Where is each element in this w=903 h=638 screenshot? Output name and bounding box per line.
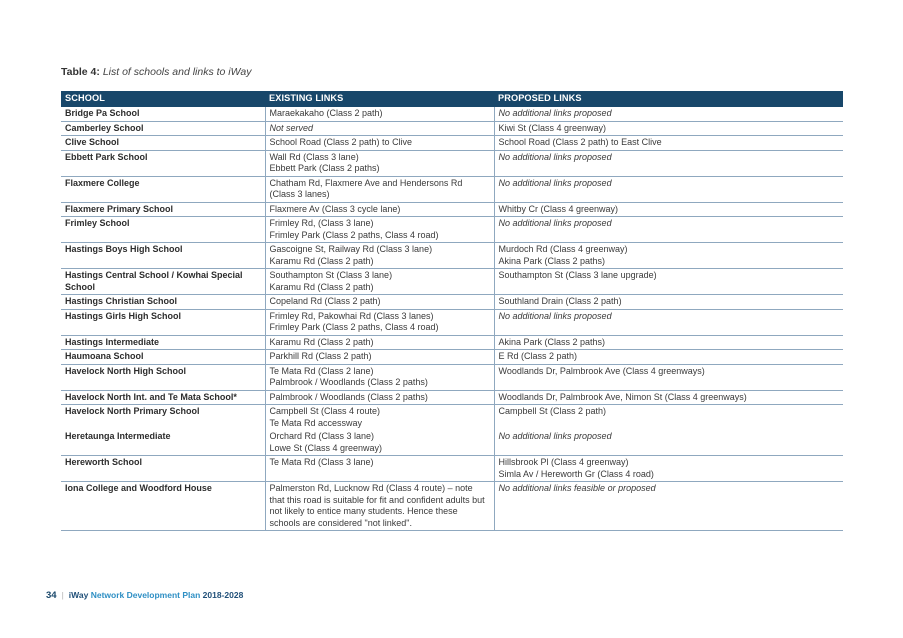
page-footer: [46, 590, 243, 601]
proposed-links-cell: [494, 430, 843, 456]
existing-links-cell: [265, 295, 494, 310]
proposed-link-line: School Road (Class 2 path) to East Clive: [498, 137, 662, 147]
proposed-link-line: Simla Av / Hereworth Gr (Class 4 road): [498, 468, 654, 479]
existing-link-line: Palmerston Rd, Lucknow Rd (Class 4 route) – note that this road is suitable for fit and confident adults but not likely to entice many students. Hence these schools are considered "not linked".: [269, 483, 485, 528]
table-row: [61, 136, 843, 151]
existing-link-line: Karamu Rd (Class 2 path): [269, 336, 374, 347]
school-name-cell: Hastings Boys High School: [61, 243, 265, 269]
existing-link-line: Palmbrook / Woodlands (Class 2 paths): [269, 391, 428, 402]
existing-link-line: Te Mata Rd accessway: [269, 417, 363, 428]
proposed-links-cell: [494, 456, 843, 482]
existing-links-cell: [265, 335, 494, 350]
proposed-link-line: No additional links proposed: [498, 177, 612, 188]
school-name-cell: Ebbett Park School: [61, 150, 265, 176]
table-caption: [61, 66, 251, 78]
existing-link-line: Te Mata Rd (Class 2 lane): [269, 365, 374, 376]
school-name-cell: Bridge Pa School: [61, 107, 265, 121]
existing-links-cell: [265, 136, 494, 151]
proposed-links-cell: [494, 107, 843, 121]
existing-links-cell: [265, 217, 494, 243]
proposed-link-line: Akina Park (Class 2 paths): [498, 255, 606, 266]
proposed-link-line: Southland Drain (Class 2 path): [498, 296, 622, 306]
table-row: [61, 456, 843, 482]
table-row: [61, 364, 843, 390]
existing-links-cell: [265, 430, 494, 456]
table-row: [61, 269, 843, 295]
school-name-cell: Haumoana School: [61, 350, 265, 365]
existing-link-line: Wall Rd (Class 3 lane): [269, 151, 359, 162]
table-row: [61, 295, 843, 310]
table-row: [61, 150, 843, 176]
proposed-links-cell: [494, 243, 843, 269]
caption-label: Table 4:: [61, 66, 100, 78]
school-name-cell: Hereworth School: [61, 456, 265, 482]
existing-link-line: Frimley Park (Class 2 paths, Class 4 road): [269, 322, 439, 332]
proposed-link-line: Hillsbrook Pl (Class 4 greenway): [498, 457, 629, 467]
proposed-link-line: No additional links proposed: [498, 218, 612, 228]
proposed-links-cell: [494, 482, 843, 531]
table-row: [61, 430, 843, 456]
proposed-links-cell: [494, 295, 843, 310]
school-name-cell: Flaxmere Primary School: [61, 202, 265, 217]
existing-links-cell: [265, 176, 494, 202]
school-name-cell: Clive School: [61, 136, 265, 151]
proposed-link-line: No additional links feasible or proposed: [498, 483, 656, 493]
existing-links-cell: [265, 456, 494, 482]
existing-links-cell: [265, 243, 494, 269]
proposed-links-cell: [494, 150, 843, 176]
existing-link-line: Maraekakaho (Class 2 path): [269, 108, 383, 118]
existing-links-cell: [265, 390, 494, 405]
existing-link-line: Campbell St (Class 4 route): [269, 406, 381, 416]
school-name-cell: Hastings Girls High School: [61, 309, 265, 335]
table-row: [61, 405, 843, 431]
existing-link-line: Palmbrook / Woodlands (Class 2 paths): [269, 377, 428, 387]
existing-link-line: Copeland Rd (Class 2 path): [269, 296, 381, 306]
footer-separator: |: [61, 590, 64, 600]
existing-link-line: Karamu Rd (Class 2 path): [269, 255, 374, 266]
table-body: [61, 107, 843, 531]
existing-link-line: Frimley Rd, (Class 3 lane): [269, 218, 374, 228]
table-row: [61, 309, 843, 335]
table-row: [61, 202, 843, 217]
existing-links-cell: [265, 269, 494, 295]
proposed-link-line: E Rd (Class 2 path): [498, 351, 578, 361]
existing-link-line: Gascoigne St, Railway Rd (Class 3 lane): [269, 244, 433, 254]
table-row: [61, 390, 843, 405]
existing-links-cell: [265, 482, 494, 531]
schools-table: [61, 91, 843, 531]
page-number: 34: [46, 590, 57, 601]
proposed-links-cell: [494, 217, 843, 243]
proposed-links-cell: [494, 350, 843, 365]
school-name-cell: Camberley School: [61, 121, 265, 136]
existing-link-line: Flaxmere Av (Class 3 cycle lane): [269, 203, 401, 214]
table-row: [61, 176, 843, 202]
existing-link-line: Frimley Rd, Pakowhai Rd (Class 3 lanes): [269, 310, 434, 321]
proposed-link-line: Campbell St (Class 2 path): [498, 406, 607, 416]
school-name-cell: Frimley School: [61, 217, 265, 243]
header-existing-links: EXISTING LINKS: [265, 91, 494, 107]
table-header-row: [61, 91, 843, 107]
existing-link-line: Chatham Rd, Flaxmere Ave and Hendersons Rd (Class 3 lanes): [269, 177, 463, 199]
proposed-links-cell: [494, 309, 843, 335]
proposed-link-line: Akina Park (Class 2 paths): [498, 336, 606, 347]
table-row: [61, 335, 843, 350]
existing-links-cell: [265, 364, 494, 390]
existing-links-cell: [265, 121, 494, 136]
school-name-cell: Hastings Central School / Kowhai Special School: [61, 269, 265, 295]
proposed-link-line: Woodlands Dr, Palmbrook Ave, Nimon St (Class 4 greenways): [498, 391, 747, 402]
school-name-cell: Heretaunga Intermediate: [61, 430, 265, 456]
existing-link-line: Orchard Rd (Class 3 lane): [269, 431, 375, 441]
school-name-cell: Flaxmere College: [61, 176, 265, 202]
proposed-link-line: Whitby Cr (Class 4 greenway): [498, 203, 619, 214]
table-row: [61, 243, 843, 269]
school-name-cell: Hastings Intermediate: [61, 335, 265, 350]
school-name-cell: Iona College and Woodford House: [61, 482, 265, 531]
table-row: [61, 107, 843, 121]
existing-links-cell: [265, 202, 494, 217]
existing-link-line: Lowe St (Class 4 greenway): [269, 442, 383, 453]
existing-links-cell: [265, 405, 494, 431]
proposed-links-cell: [494, 405, 843, 431]
proposed-links-cell: [494, 364, 843, 390]
proposed-links-cell: [494, 269, 843, 295]
proposed-link-line: Woodlands Dr, Palmbrook Ave (Class 4 greenways): [498, 365, 705, 376]
proposed-link-line: Southampton St (Class 3 lane upgrade): [498, 270, 657, 280]
school-name-cell: Havelock North Int. and Te Mata School*: [61, 390, 265, 405]
header-school: SCHOOL: [61, 91, 265, 107]
school-name-cell: Hastings Christian School: [61, 295, 265, 310]
existing-link-line: Ebbett Park (Class 2 paths): [269, 163, 380, 173]
table-row: [61, 121, 843, 136]
proposed-link-line: Kiwi St (Class 4 greenway): [498, 122, 607, 133]
footer-brand: iWay: [68, 590, 89, 600]
proposed-links-cell: [494, 335, 843, 350]
footer-years: 2018-2028: [202, 590, 244, 600]
existing-link-line: School Road (Class 2 path) to Clive: [269, 137, 413, 147]
proposed-link-line: No additional links proposed: [498, 431, 612, 441]
table-row: [61, 350, 843, 365]
proposed-link-line: No additional links proposed: [498, 108, 612, 118]
existing-link-line: Not served: [269, 122, 314, 133]
proposed-links-cell: [494, 121, 843, 136]
school-name-cell: Havelock North High School: [61, 364, 265, 390]
caption-text: List of schools and links to iWay: [102, 66, 252, 78]
existing-link-line: Te Mata Rd (Class 3 lane): [269, 457, 374, 467]
existing-links-cell: [265, 107, 494, 121]
proposed-links-cell: [494, 390, 843, 405]
school-name-cell: Havelock North Primary School: [65, 406, 200, 416]
existing-links-cell: [265, 350, 494, 365]
proposed-links-cell: [494, 202, 843, 217]
proposed-link-line: No additional links proposed: [498, 310, 612, 321]
existing-links-cell: [265, 150, 494, 176]
proposed-link-line: No additional links proposed: [498, 151, 612, 162]
existing-link-line: Parkhill Rd (Class 2 path): [269, 351, 372, 361]
existing-link-line: Southampton St (Class 3 lane): [269, 270, 393, 280]
proposed-links-cell: [494, 176, 843, 202]
footer-title: Network Development Plan: [90, 590, 201, 600]
header-proposed-links: PROPOSED LINKS: [494, 91, 843, 107]
proposed-link-line: Murdoch Rd (Class 4 greenway): [498, 244, 628, 254]
existing-link-line: Karamu Rd (Class 2 path): [269, 281, 374, 292]
existing-links-cell: [265, 309, 494, 335]
table-row: [61, 217, 843, 243]
table-row: [61, 482, 843, 531]
existing-link-line: Frimley Park (Class 2 paths, Class 4 road): [269, 229, 439, 240]
proposed-links-cell: [494, 136, 843, 151]
